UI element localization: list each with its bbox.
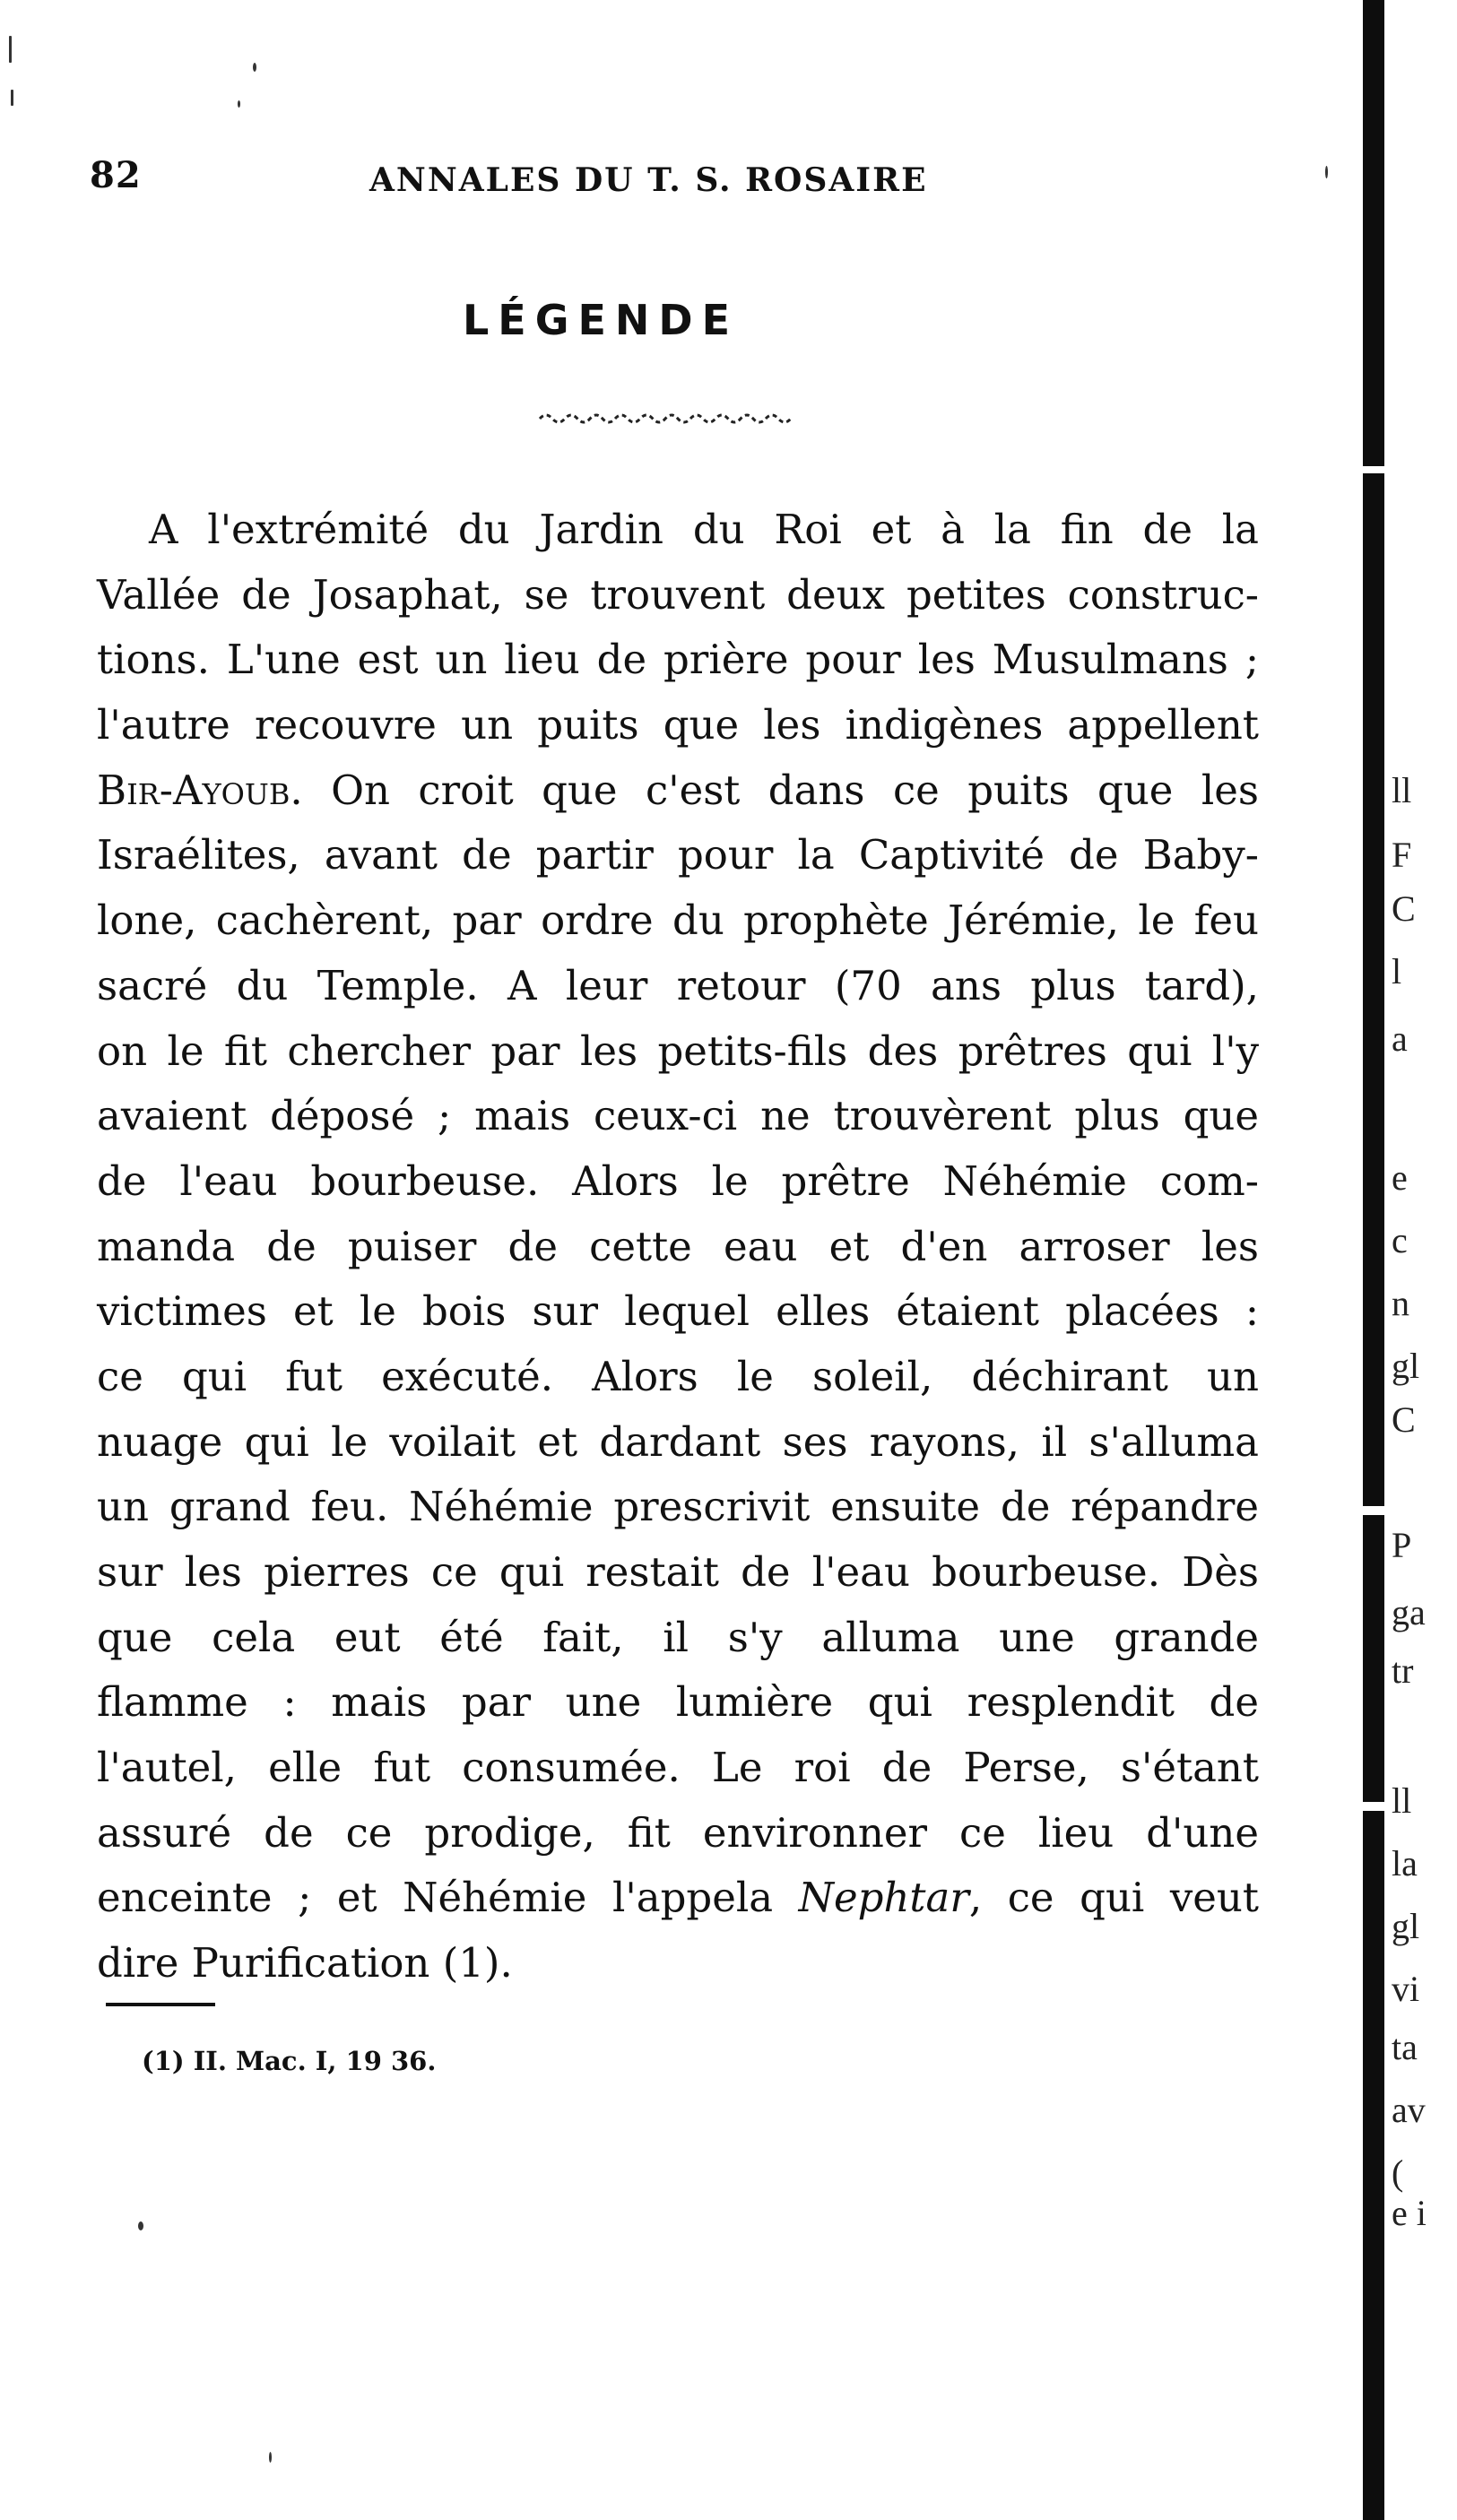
fragment: l <box>1392 951 1402 992</box>
fragment: gl <box>1392 1906 1420 1946</box>
fragment: ll <box>1392 770 1412 810</box>
fragment: av <box>1392 2090 1426 2130</box>
facing-page-fragments <box>1388 0 1457 2520</box>
page-number: 82 <box>90 154 142 196</box>
text-line-head: enceinte ; et Néhémie l'appela <box>97 1874 774 1922</box>
text-line: victimes et le bois sur lequel elles étaient placées : <box>97 1287 1259 1336</box>
fragment: ta <box>1392 2027 1418 2067</box>
page-title: LÉGENDE <box>462 296 740 344</box>
text-line: Vallée de Josaphat, se trouvent deux petites construc- <box>97 570 1259 619</box>
footnote-rule <box>106 2003 215 2006</box>
fragment: P <box>1392 1525 1412 1565</box>
text-line: flamme : mais par une lumière qui resplendit de <box>97 1678 1259 1727</box>
scan-speck <box>269 2452 272 2463</box>
scan-speck <box>138 2221 143 2230</box>
legend-paragraph <box>97 498 1259 1996</box>
fragment: ga <box>1392 1592 1426 1632</box>
fragment: F <box>1392 835 1412 875</box>
fragment: e i <box>1392 2193 1427 2233</box>
text-line: assuré de ce prodige, fit environner ce lieu d'une <box>97 1808 1259 1857</box>
text-line: ce qui fut exécuté. Alors le soleil, déchirant un <box>97 1352 1259 1400</box>
text-line: lone, cachèrent, par ordre du prophète Jérémie, le feu <box>97 896 1259 945</box>
text-line: avaient déposé ; mais ceux-ci ne trouvèrent plus que <box>97 1092 1259 1140</box>
fragment: c <box>1392 1220 1408 1260</box>
page-edge-shadow <box>1363 0 1384 2520</box>
text-line: on le fit chercher par les petits-fils des prêtres qui l'y <box>97 1026 1259 1075</box>
place-name: Bir-Ayoub <box>97 766 291 814</box>
scan-speck <box>1325 166 1328 178</box>
fragment: tr <box>1392 1650 1414 1691</box>
text-line: nuage qui le voilait et dardant ses rayons, il s'alluma <box>97 1417 1259 1466</box>
edge-gap <box>1363 1506 1384 1515</box>
text-line: un grand feu. Néhémie prescrivit ensuite de répandre <box>97 1483 1259 1531</box>
text-line: manda de puiser de cette eau et d'en arroser les <box>97 1222 1259 1270</box>
text-line: sacré du Temple. A leur retour (70 ans plus tard), <box>97 961 1259 1009</box>
fragment: gl <box>1392 1346 1420 1386</box>
text-line: Israélites, avant de partir pour la Captivité de Baby- <box>97 831 1259 879</box>
scan-speck <box>9 36 12 63</box>
scan-speck <box>238 100 240 108</box>
running-head: ANNALES DU T. S. ROSAIRE <box>369 161 928 199</box>
edge-gap <box>1363 1802 1384 1811</box>
fragment: n <box>1392 1283 1409 1323</box>
fragment: ( <box>1392 2152 1404 2193</box>
text-line: sur les pierres ce qui restait de l'eau bourbeuse. Dès <box>97 1548 1259 1596</box>
fragment: ll <box>1392 1780 1412 1821</box>
fragment: la <box>1392 1843 1418 1884</box>
text-line: dire Purification (1). <box>97 1939 513 1987</box>
scan-speck <box>253 63 256 72</box>
fragment: vi <box>1392 1969 1420 2009</box>
footnote: (1) II. Mac. I, 19 36. <box>142 2046 437 2076</box>
text-line <box>97 758 1259 824</box>
text-line-tail: , ce qui veut <box>968 1874 1259 1922</box>
fragment: a <box>1392 1018 1408 1059</box>
text-line-tail: . On croit que c'est dans ce puits que les <box>290 766 1259 814</box>
wavy-ornament-icon <box>538 408 798 429</box>
italic-term: Nephtar <box>798 1874 969 1922</box>
text-line: de l'eau bourbeuse. Alors le prêtre Néhémie com- <box>97 1156 1259 1205</box>
text-line: l'autre recouvre un puits que les indigènes appellent <box>97 701 1259 749</box>
text-line: tions. L'une est un lieu de prière pour les Musulmans ; <box>97 636 1259 684</box>
text-line <box>97 1866 1259 1931</box>
text-line: A l'extrémité du Jardin du Roi et à la fin de la <box>149 506 1259 553</box>
edge-gap <box>1363 466 1384 473</box>
fragment: C <box>1392 888 1416 929</box>
scan-speck <box>11 90 13 106</box>
text-line: l'autel, elle fut consumée. Le roi de Perse, s'étant <box>97 1744 1259 1792</box>
fragment: C <box>1392 1399 1416 1440</box>
text-line: que cela eut été fait, il s'y alluma une grande <box>97 1613 1259 1661</box>
fragment: e <box>1392 1157 1408 1198</box>
